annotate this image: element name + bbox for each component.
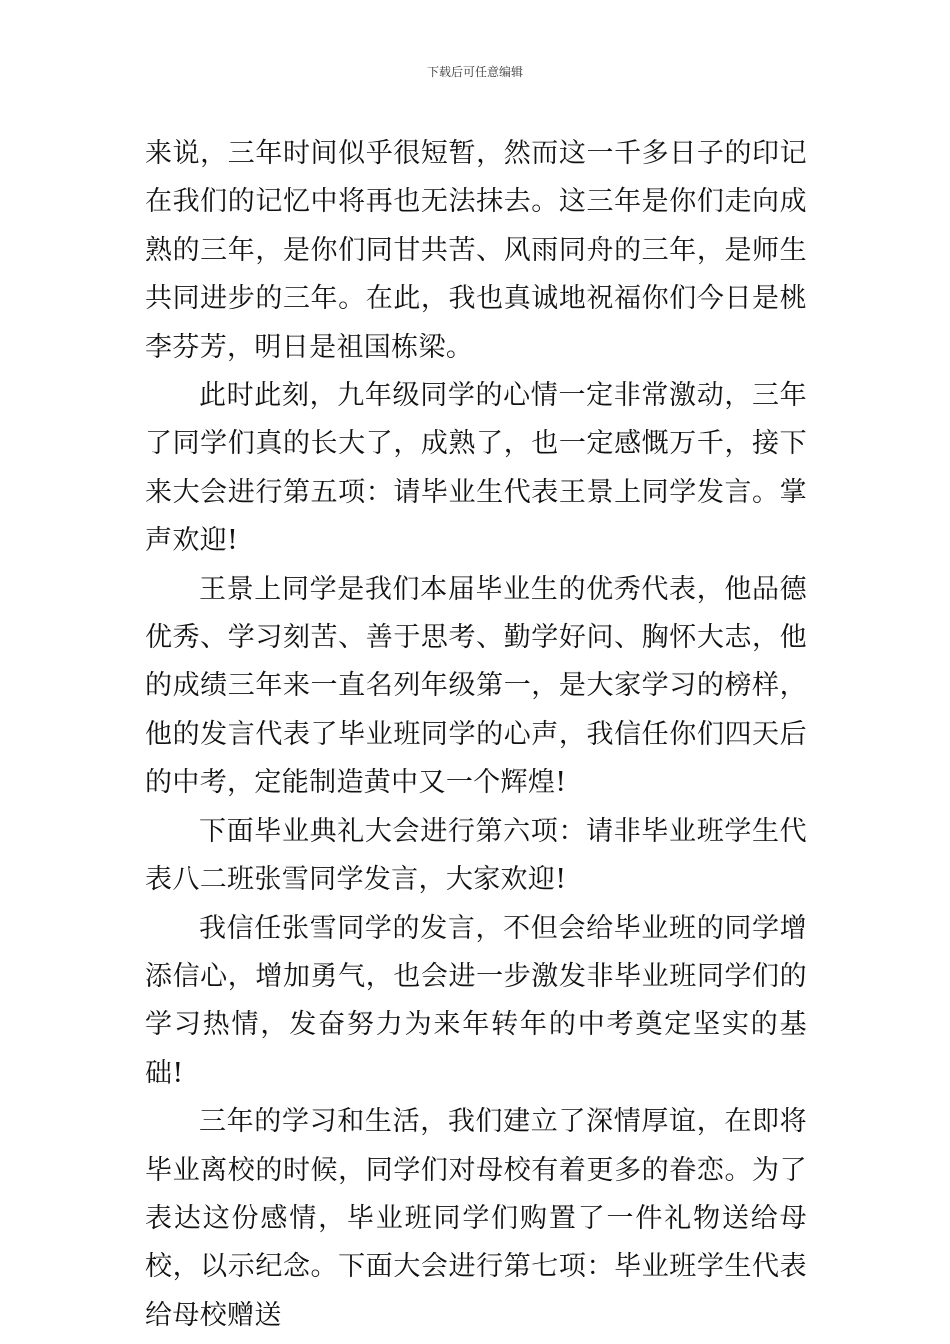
page-header: 下载后可任意编辑: [426, 65, 523, 79]
paragraph: 王景上同学是我们本届毕业生的优秀代表，他品德优秀、学习刻苦、善于思考、勤学好问、胸怀大志，他的成绩三年来一直名列年级第一，是大家学习的榜样，他的发言代表了毕业班同学的心声，我信任你们四天后的中考，定能制造黄中又一个辉煌!: [145, 573, 807, 799]
paragraph: 下面毕业典礼大会进行第六项：请非毕业班学生代表八二班张雪同学发言，大家欢迎!: [145, 815, 807, 896]
paragraph: 三年的学习和生活，我们建立了深情厚谊，在即将毕业离校的时候，同学们对母校有着更多的眷恋。为了表达这份感情，毕业班同学们购置了一件礼物送给母校，以示纪念。下面大会进行第七项：毕业班学生代表给母校赠送: [145, 1106, 807, 1331]
document-body: [145, 130, 807, 1340]
paragraph-continued: 来说，三年时间似乎很短暂，然而这一千多日子的印记在我们的记忆中将再也无法抹去。这三年是你们走向成熟的三年，是你们同甘共苦、风雨同舟的三年，是师生共同进步的三年。在此，我也真诚地祝福你们今日是桃李芬芳，明日是祖国栋梁。: [145, 138, 807, 363]
paragraph: 我信任张雪同学的发言，不但会给毕业班的同学增添信心，增加勇气，也会进一步激发非毕业班同学们的学习热情，发奋努力为来年转年的中考奠定坚实的基础!: [145, 912, 807, 1089]
paragraph: 此时此刻，九年级同学的心情一定非常激动，三年了同学们真的长大了，成熟了，也一定感慨万千，接下来大会进行第五项：请毕业生代表王景上同学发言。掌声欢迎!: [145, 380, 807, 557]
